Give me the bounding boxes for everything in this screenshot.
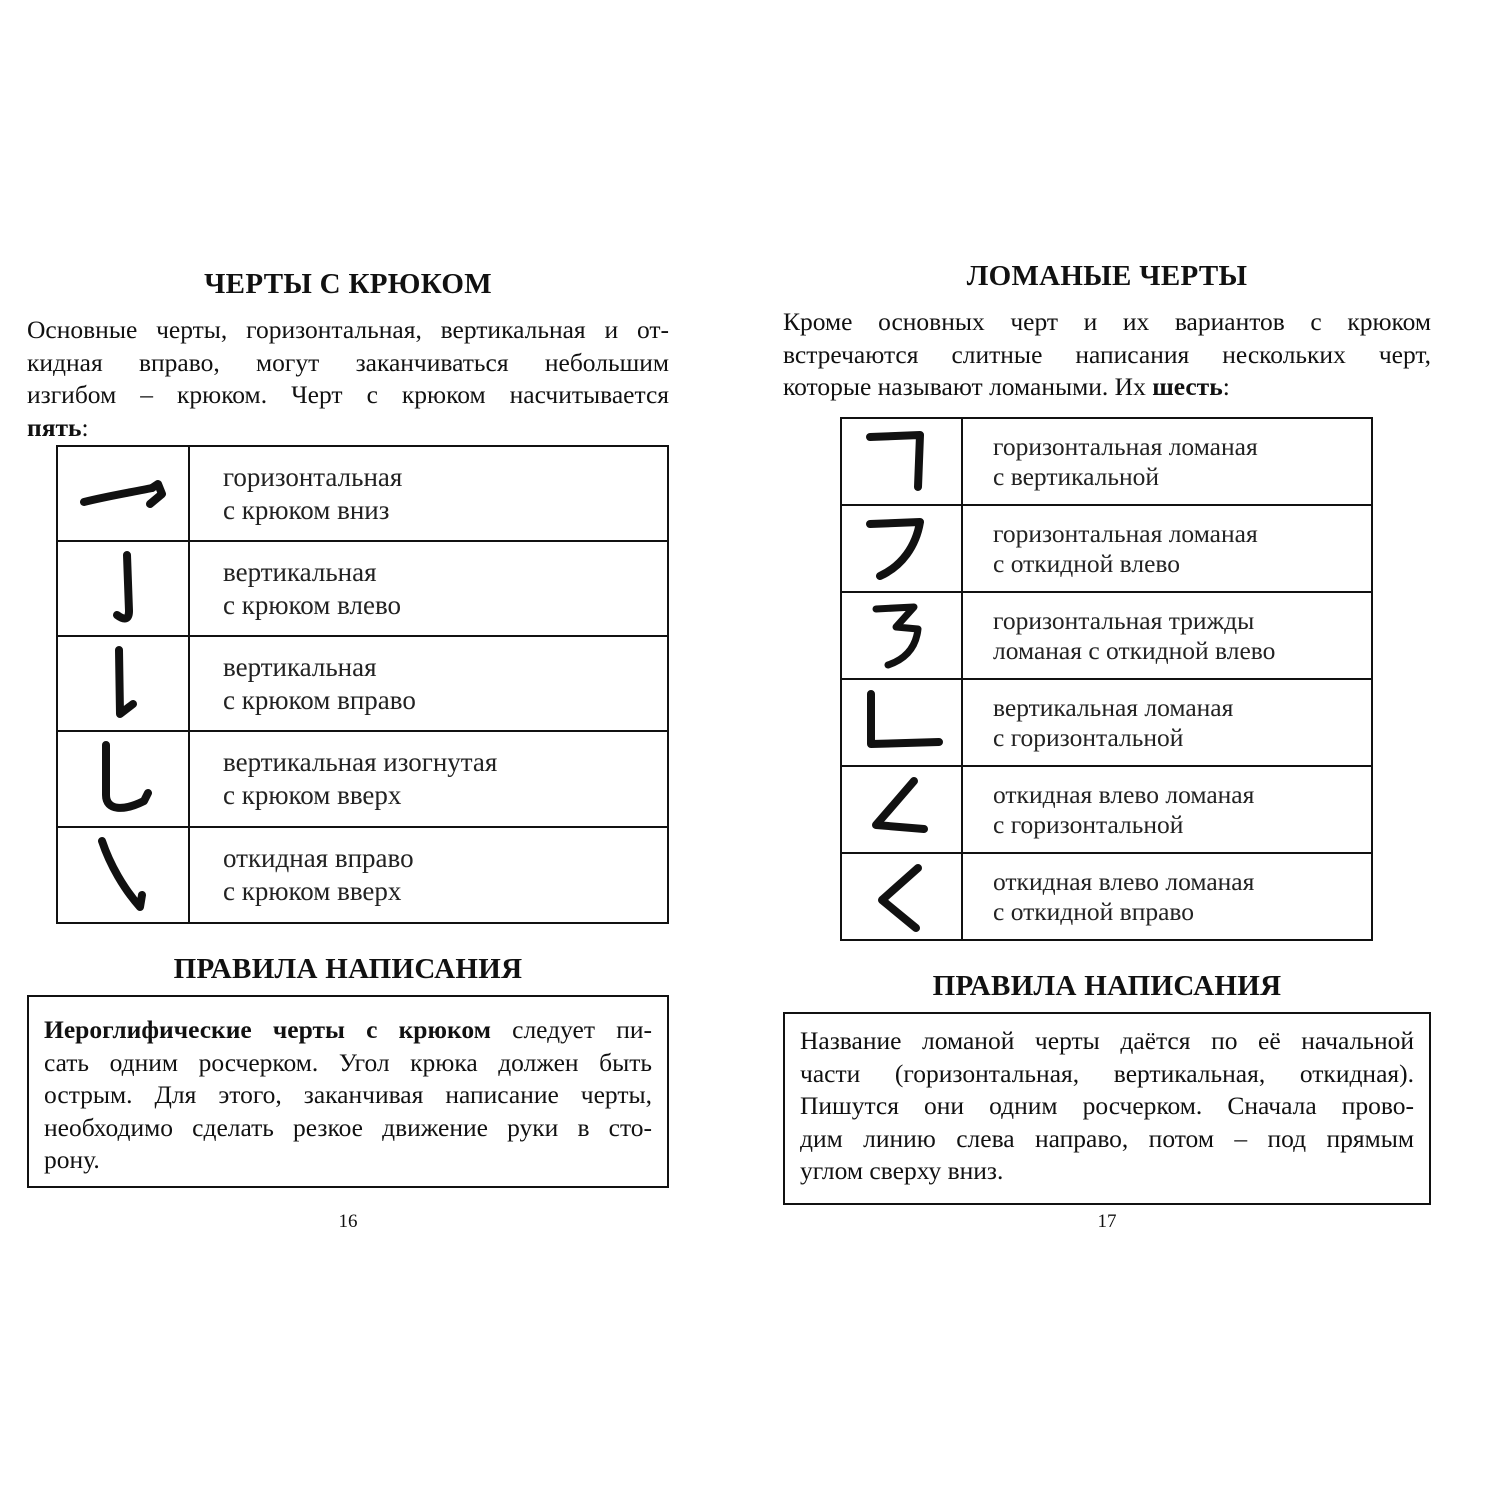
stroke-name-line: с откидной вправо [993, 896, 1195, 926]
table-row [57, 541, 668, 636]
right-intro-last-line: которые называют ломаными. Их шесть: [783, 372, 1230, 401]
rules-bold-phrase: Иероглифические черты с крюком [44, 1015, 491, 1044]
stroke-name-line: с крюком вправо [223, 684, 416, 715]
table-row [841, 679, 1372, 766]
rules-line: углом сверху вниз. [800, 1156, 1004, 1185]
table-row [841, 766, 1372, 853]
rules-line: рону. [44, 1145, 100, 1174]
rules-line: Название ломаной черты даётся по её начальной [800, 1026, 1414, 1055]
page-number: 16 [338, 1211, 358, 1232]
right-rules-title: ПРАВИЛА НАПИСАНИЯ [932, 970, 1282, 1002]
stroke-name-line: горизонтальная ломаная [993, 518, 1258, 548]
table-row [841, 505, 1372, 592]
right-intro-line: Кроме основных черт и их вариантов с крюком [783, 307, 1431, 336]
right-falling-hook-up-icon [58, 835, 188, 915]
stroke-count-bold: пять [27, 412, 82, 442]
stroke-name-line: вертикальная [223, 556, 377, 587]
stroke-name-line: откидная влево ломаная [993, 779, 1255, 809]
stroke-name-line: с крюком вверх [223, 876, 402, 906]
stroke-name-line: откидная влево ломаная [993, 866, 1255, 896]
stroke-name-line: вертикальная ломаная [993, 692, 1234, 722]
stroke-name-line: с горизонтальной [993, 722, 1184, 752]
stroke-name-line: с крюком вниз [223, 494, 390, 525]
stroke-name-line: с горизонтальной [993, 809, 1184, 839]
table-row [841, 853, 1372, 940]
vertical-turn-horizontal-icon [842, 686, 961, 760]
table-row [57, 827, 668, 923]
rules-line: острым. Для этого, заканчивая написание черты, [44, 1080, 652, 1109]
left-intro-line: изгибом – крюком. Черт с крюком насчитывается [27, 380, 669, 409]
left-page-title: ЧЕРТЫ С КРЮКОМ [204, 268, 492, 300]
left-intro-line: Основные черты, горизонтальная, вертикальная и от- [27, 315, 669, 344]
left-rules-box [27, 995, 669, 1188]
stroke-name-line: ломаная с откидной влево [993, 635, 1276, 665]
stroke-name-line: с крюком влево [223, 589, 402, 620]
left-intro-paragraph [27, 314, 669, 444]
horizontal-turn-left-falling-icon [842, 512, 961, 586]
rules-line: Пишутся они одним росчерком. Сначала прово- [800, 1091, 1414, 1120]
horizontal-triple-turn-icon [842, 599, 961, 673]
table-row [57, 731, 668, 827]
stroke-name-line: с вертикальной [993, 461, 1160, 491]
hook-strokes-table [56, 445, 669, 924]
stroke-name-line: горизонтальная трижды [993, 605, 1255, 635]
stroke-name-line: с крюком вверх [223, 780, 402, 810]
broken-strokes-table [840, 417, 1373, 941]
vertical-hook-right-icon [58, 644, 188, 724]
right-intro-line: встречаются слитные написания нескольких черт, [783, 339, 1431, 369]
stroke-name-line: откидная вправо [223, 843, 414, 873]
table-row [57, 446, 668, 541]
vertical-hook-left-icon [58, 549, 188, 629]
table-row [841, 418, 1372, 505]
stroke-name-line: горизонтальная ломаная [993, 431, 1258, 461]
table-row [841, 592, 1372, 679]
right-page-title: ЛОМАНЫЕ ЧЕРТЫ [966, 260, 1248, 292]
horizontal-turn-vertical-icon [842, 425, 961, 499]
left-falling-turn-right-icon [842, 860, 961, 934]
stroke-name-line: вертикальная изогнутая [223, 747, 498, 777]
stroke-name-line: вертикальная [223, 651, 377, 682]
rules-line: дим линию слева направо, потом – под прямым [800, 1123, 1414, 1153]
table-row [57, 636, 668, 731]
stroke-name-line: горизонтальная [223, 461, 403, 492]
stroke-count-bold: шесть [1152, 372, 1223, 401]
left-intro-line: кидная вправо, могут заканчиваться небольшим [27, 347, 669, 377]
right-rules-box [783, 1012, 1431, 1205]
vertical-curved-hook-up-icon [58, 739, 188, 819]
left-rules-title: ПРАВИЛА НАПИСАНИЯ [173, 953, 523, 985]
right-intro-paragraph [783, 306, 1431, 404]
rules-line: сать одним росчерком. Угол крюка должен быть [44, 1047, 652, 1077]
horizontal-hook-down-icon [58, 464, 188, 524]
rules-line: части (горизонтальная, вертикальная, откидная). [800, 1058, 1414, 1088]
left-falling-turn-horizontal-icon [842, 773, 961, 847]
rules-line: необходимо сделать резкое движение руки в сто- [44, 1112, 652, 1142]
page-number: 17 [1097, 1211, 1117, 1232]
left-intro-last-line: пять: [27, 412, 89, 442]
rules-line: Иероглифические черты с крюком следует пи- [44, 1015, 652, 1044]
stroke-name-line: с откидной влево [993, 548, 1181, 578]
